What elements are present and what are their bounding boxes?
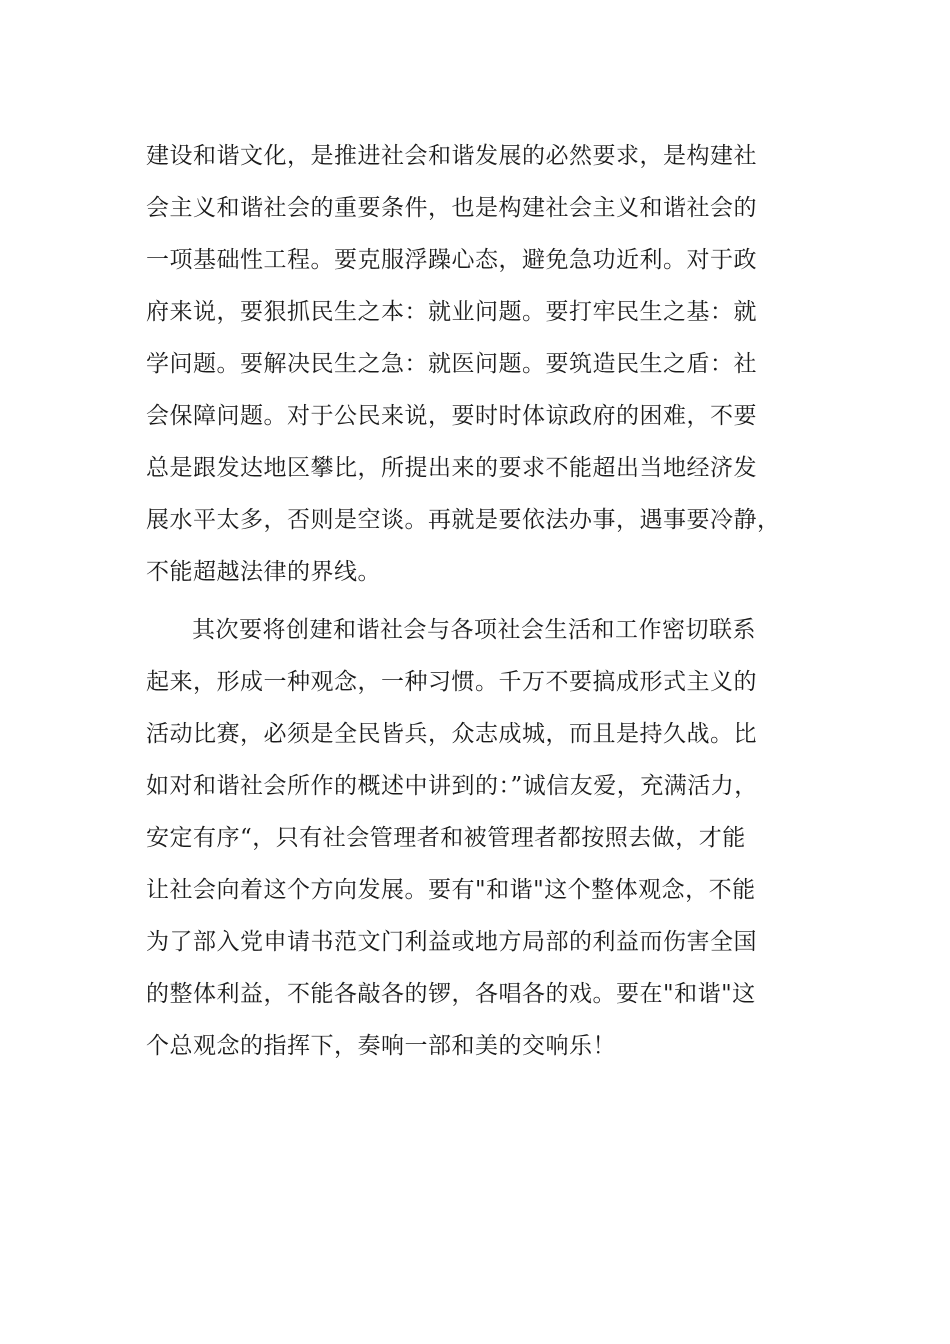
- text-line: 安定有序“，只有社会管理者和被管理者都按照去做，才能: [146, 825, 746, 851]
- text-line: 会保障问题。对于公民来说，要时时体谅政府的困难，不要: [146, 403, 757, 429]
- text-line: 的整体利益，不能各敲各的锣，各唱各的戏。要在"和谐"这: [146, 981, 756, 1007]
- text-line: 为了部入党申请书范文门利益或地方局部的利益而伤害全国: [146, 929, 757, 955]
- text-line: 其次要将创建和谐社会与各项社会生活和工作密切联系: [192, 617, 756, 643]
- text-line: 建设和谐文化，是推进社会和谐发展的必然要求，是构建社: [146, 143, 757, 169]
- text-line: 会主义和谐社会的重要条件，也是构建社会主义和谐社会的: [146, 195, 757, 221]
- text-line: 展水平太多，否则是空谈。再就是要依法办事，遇事要冷静，: [146, 507, 781, 533]
- text-line: 个总观念的指挥下，奏响一部和美的交响乐！: [146, 1033, 616, 1059]
- text-line: 起来，形成一种观念，一种习惯。千万不要搞成形式主义的: [146, 669, 757, 695]
- text-line: 学问题。要解决民生之急：就医问题。要筑造民生之盾：社: [146, 351, 757, 377]
- text-line: 让社会向着这个方向发展。要有"和谐"这个整体观念，不能: [146, 877, 756, 903]
- paragraph-2: [146, 604, 826, 1072]
- text-line: 总是跟发达地区攀比，所提出来的要求不能超出当地经济发: [146, 455, 757, 481]
- text-line: 不能超越法律的界线。: [146, 559, 381, 585]
- text-line: 府来说，要狠抓民生之本：就业问题。要打牢民生之基：就: [146, 299, 757, 325]
- text-line: 一项基础性工程。要克服浮躁心态，避免急功近利。对于政: [146, 247, 757, 273]
- text-line: 如对和谐社会所作的概述中讲到的：”诚信友爱，充满活力，: [146, 773, 758, 799]
- document-body: [146, 130, 826, 1072]
- paragraph-1: [146, 130, 826, 598]
- text-line: 活动比赛，必须是全民皆兵，众志成城，而且是持久战。比: [146, 721, 757, 747]
